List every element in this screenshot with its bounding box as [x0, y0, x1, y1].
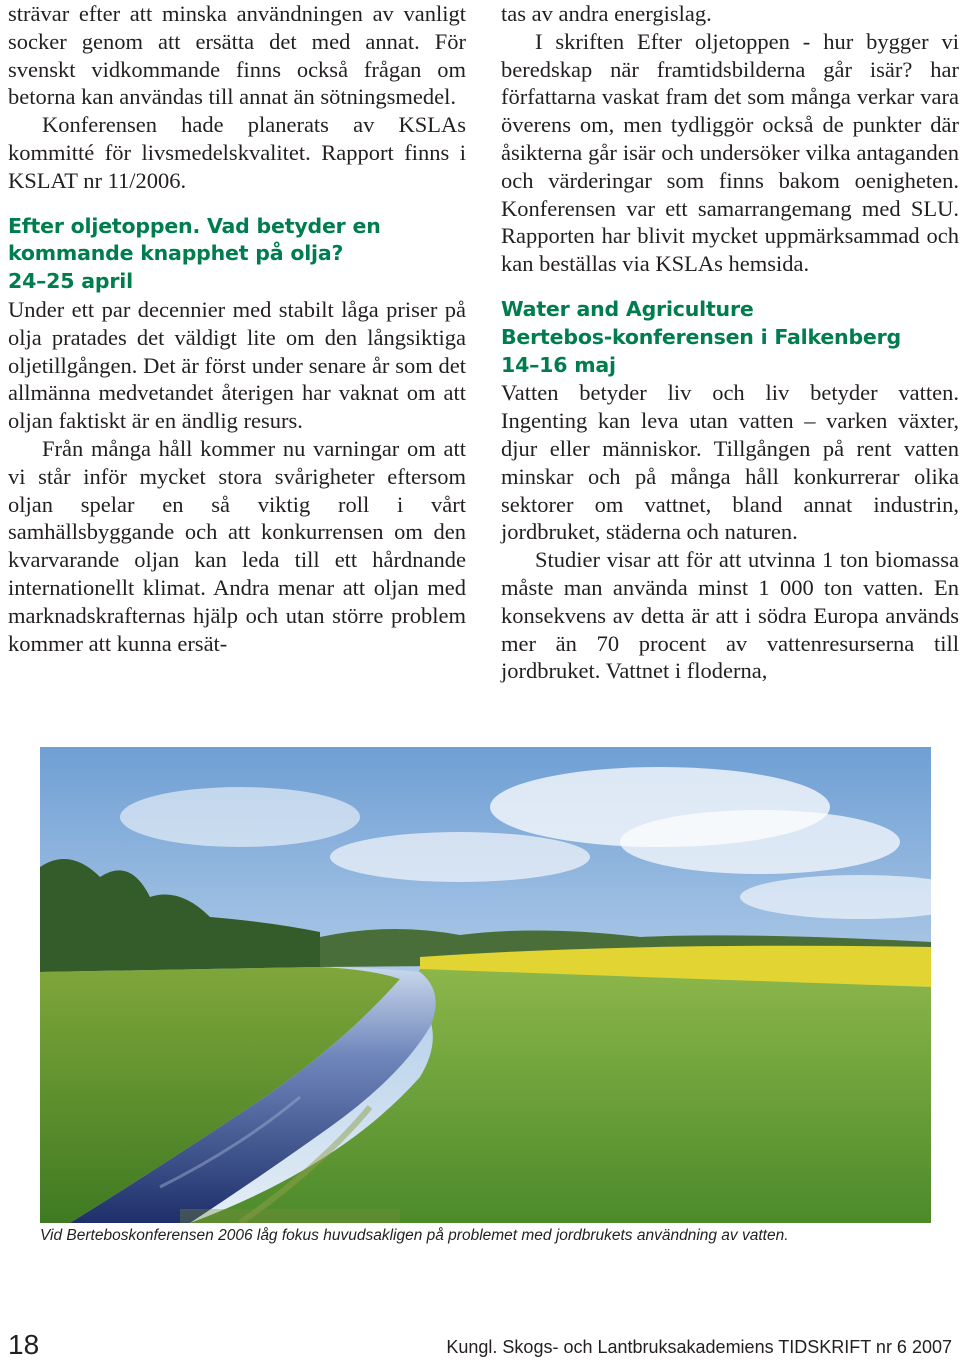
section-heading [8, 213, 466, 296]
section-date: 24–25 april [8, 269, 133, 294]
paragraph: Konferensen hade planerats av KSLAs kommitté för livsmedelskvalitet. Rapport finns i KSLAT nr 11/2006. [8, 112, 466, 193]
publication-title: Kungl. Skogs- och Lantbruksakademiens TIDSKRIFT nr 6 2007 [446, 1337, 952, 1357]
paragraph: strävar efter att minska användningen av vanligt socker genom att ersätta det med annat. För svenskt vidkommande finns också frågan om betorna kan användas till annat än sötningsmedel. [8, 1, 466, 110]
paragraph: Vatten betyder liv och liv betyder vatten. Ingenting kan leva utan vatten – varken växter, djur eller människor. Tillgången på rent vatten minskar och på många håll konkurrerar olika sektorer om vattnet, bland annat industrin, jordbruket, städerna och naturen. [501, 380, 959, 545]
page-number: 18 [8, 1329, 40, 1360]
paragraph: I skriften Efter oljetoppen - hur bygger vi beredskap när framtidsbilderna går isär? har författarna vaskat fram det som många verkar vara överens om, men tydliggör också de punkter där åsikterna går isär och undersöker vilka antaganden och värderingar som finns bakom oenigheten. Konferensen var ett samarrangemang med SLU. Rapporten har blivit mycket uppmärksammad och kan beställas via KSLAs hemsida. [501, 28, 959, 277]
left-column [8, 0, 466, 657]
photo-caption: Vid Berteboskonferensen 2006 låg fokus huvudsakligen på problemet med jordbrukets användning av vatten. [40, 1227, 789, 1244]
section-heading-line: Water and Agriculture [501, 296, 754, 321]
paragraph: Studier visar att för att utvinna 1 ton biomassa måste man använda minst 1 000 ton vatten. En konsekvens av detta är att i södra Europa används mer än 70 procent av vattenresurserna till jordbruket. Vattnet i floderna, [501, 547, 959, 684]
river-field-image [40, 747, 931, 1223]
section-heading [501, 296, 959, 379]
section-heading-line: Bertebos-konferensen i Falkenberg [501, 324, 902, 349]
section-heading-line: kommande knapphet på olja? [8, 241, 344, 266]
section-heading-line: Efter oljetoppen. Vad betyder en [8, 213, 381, 238]
landscape-photo [40, 747, 931, 1223]
section-date: 14–16 maj [501, 352, 616, 377]
paragraph: tas av andra energislag. [501, 1, 712, 26]
paragraph: Under ett par decennier med stabilt låga priser på olja pratades det väldigt lite om den långsiktiga oljetillgången. Det är först under senare år som det allmänna medvetandet återigen har vaknat om att oljan faktiskt är en ändlig resurs. [8, 296, 466, 434]
right-column [501, 0, 959, 685]
paragraph: Från många håll kommer nu varningar om att vi står inför mycket stora svårigheter eftersom oljan spelar en så viktig roll i vårt samhällsbyggande och att konkurrensen om den kvarvarande oljan kan leda till ett hårdnande internationellt klimat. Andra menar att oljan med marknadskrafternas hjälp och utan större problem kommer att kunna ersät- [8, 435, 466, 656]
